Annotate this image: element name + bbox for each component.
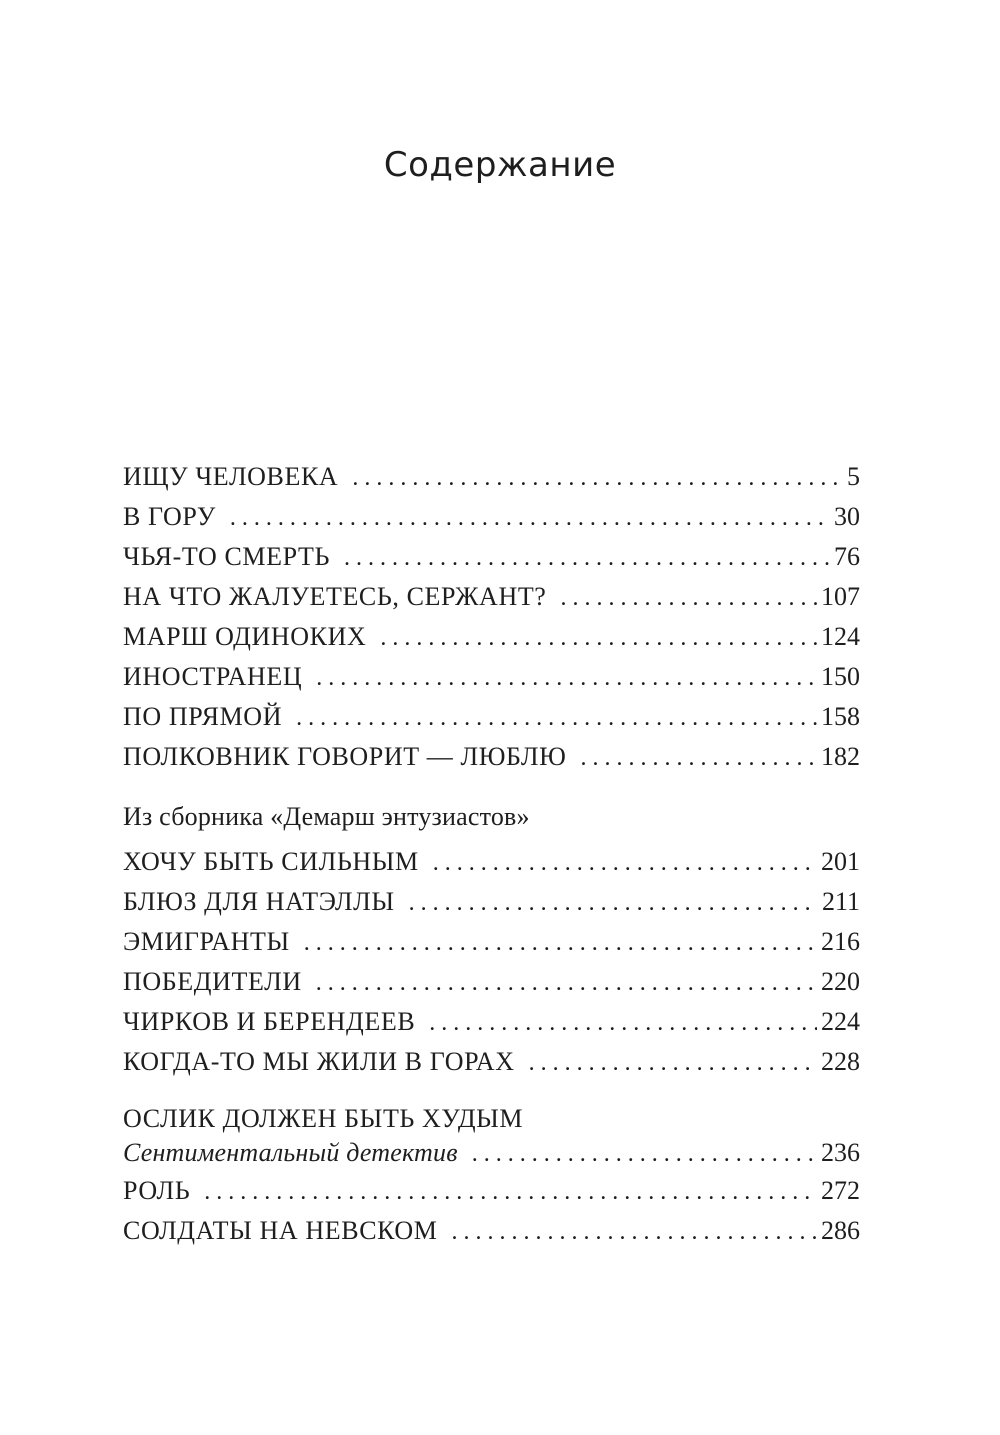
toc-leader-dots [452,1219,817,1246]
toc-leader-dots [316,970,817,997]
toc-leader-dots [433,850,817,877]
toc-entry-title: ЧЬЯ-ТО СМЕРТЬ [123,542,330,571]
toc-entry-page: 76 [834,542,860,571]
toc-leader-dots [230,505,830,532]
toc-leader-dots [204,1179,817,1206]
toc-entry-title: КОГДА-ТО МЫ ЖИЛИ В ГОРАХ [123,1047,515,1076]
toc-entry [123,927,860,961]
toc-entry [123,1047,860,1081]
toc-entry-page: 216 [821,927,860,956]
toc-leader-dots [429,1010,817,1037]
toc-entry-title: ИНОСТРАНЕЦ [123,662,303,691]
toc-entry [123,582,860,616]
toc-leader-dots [581,745,818,772]
toc-entry-title: ХОЧУ БЫТЬ СИЛЬНЫМ [123,847,419,876]
toc-entry [123,462,860,496]
toc-entry-title: В ГОРУ [123,502,216,531]
toc-entry-page: 30 [834,502,860,531]
toc-entry-page: 107 [821,582,860,611]
toc-entry [123,702,860,736]
toc-leader-dots [409,890,818,917]
toc-entry-title: СОЛДАТЫ НА НЕВСКОМ [123,1216,438,1245]
toc-entry [123,1138,860,1172]
toc-entry-page: 5 [847,462,860,491]
toc-entry-page: 150 [821,662,860,691]
toc-entry [123,1216,860,1250]
toc-entry [123,1007,860,1041]
novel-heading: ОСЛИК ДОЛЖЕН БЫТЬ ХУДЫМ [123,1104,524,1133]
toc-entry [123,622,860,656]
toc-entry-title: ИЩУ ЧЕЛОВЕКА [123,462,339,491]
toc-entry-subtitle: Сентиментальный детектив [123,1138,458,1167]
toc-entry-page: 220 [821,967,860,996]
page-title: Содержание [383,145,617,185]
toc-entry-page: 182 [821,742,860,771]
toc-entry-title: НА ЧТО ЖАЛУЕТЕСЬ, СЕРЖАНТ? [123,582,547,611]
toc-leader-dots [380,625,817,652]
toc-entry-title: ЧИРКОВ И БЕРЕНДЕЕВ [123,1007,416,1036]
toc-entry [123,542,860,576]
toc-entry-page: 124 [821,622,860,651]
toc-leader-dots [560,585,817,612]
toc-entry [123,502,860,536]
toc-entry [123,742,860,776]
toc-entry-page: 228 [821,1047,860,1076]
toc-leader-dots [529,1050,817,1077]
toc-entry-title: ПОЛКОВНИК ГОВОРИТ — ЛЮБЛЮ [123,742,567,771]
toc-entry [123,662,860,696]
toc-entry-title: ЭМИГРАНТЫ [123,927,290,956]
toc-entry-page: 236 [821,1138,860,1167]
toc-leader-dots [296,705,817,732]
toc-entry-title: МАРШ ОДИНОКИХ [123,622,367,651]
toc-leader-dots [304,930,817,957]
toc-entry-page: 211 [821,887,860,916]
toc-entry [123,887,860,921]
toc-entry-page: 286 [821,1216,860,1245]
toc-entry [123,967,860,1001]
toc-entry [123,1176,860,1210]
toc-leader-dots [316,665,817,692]
toc-entry-title: ПО ПРЯМОЙ [123,702,283,731]
toc-leader-dots [352,465,843,492]
toc-leader-dots [344,545,830,572]
toc-entry-title: РОЛЬ [123,1176,191,1205]
toc-entry-title: ПОБЕДИТЕЛИ [123,967,302,996]
toc-entry [123,847,860,881]
toc-leader-dots [472,1141,817,1168]
toc-entry-page: 201 [821,847,860,876]
toc-entry-page: 224 [821,1007,860,1036]
collection-heading: Из сборника «Демарш энтузиастов» [123,802,530,831]
toc-entry-page: 272 [821,1176,860,1205]
toc-entry-page: 158 [821,702,860,731]
toc-entry-title: БЛЮЗ ДЛЯ НАТЭЛЛЫ [123,887,395,916]
